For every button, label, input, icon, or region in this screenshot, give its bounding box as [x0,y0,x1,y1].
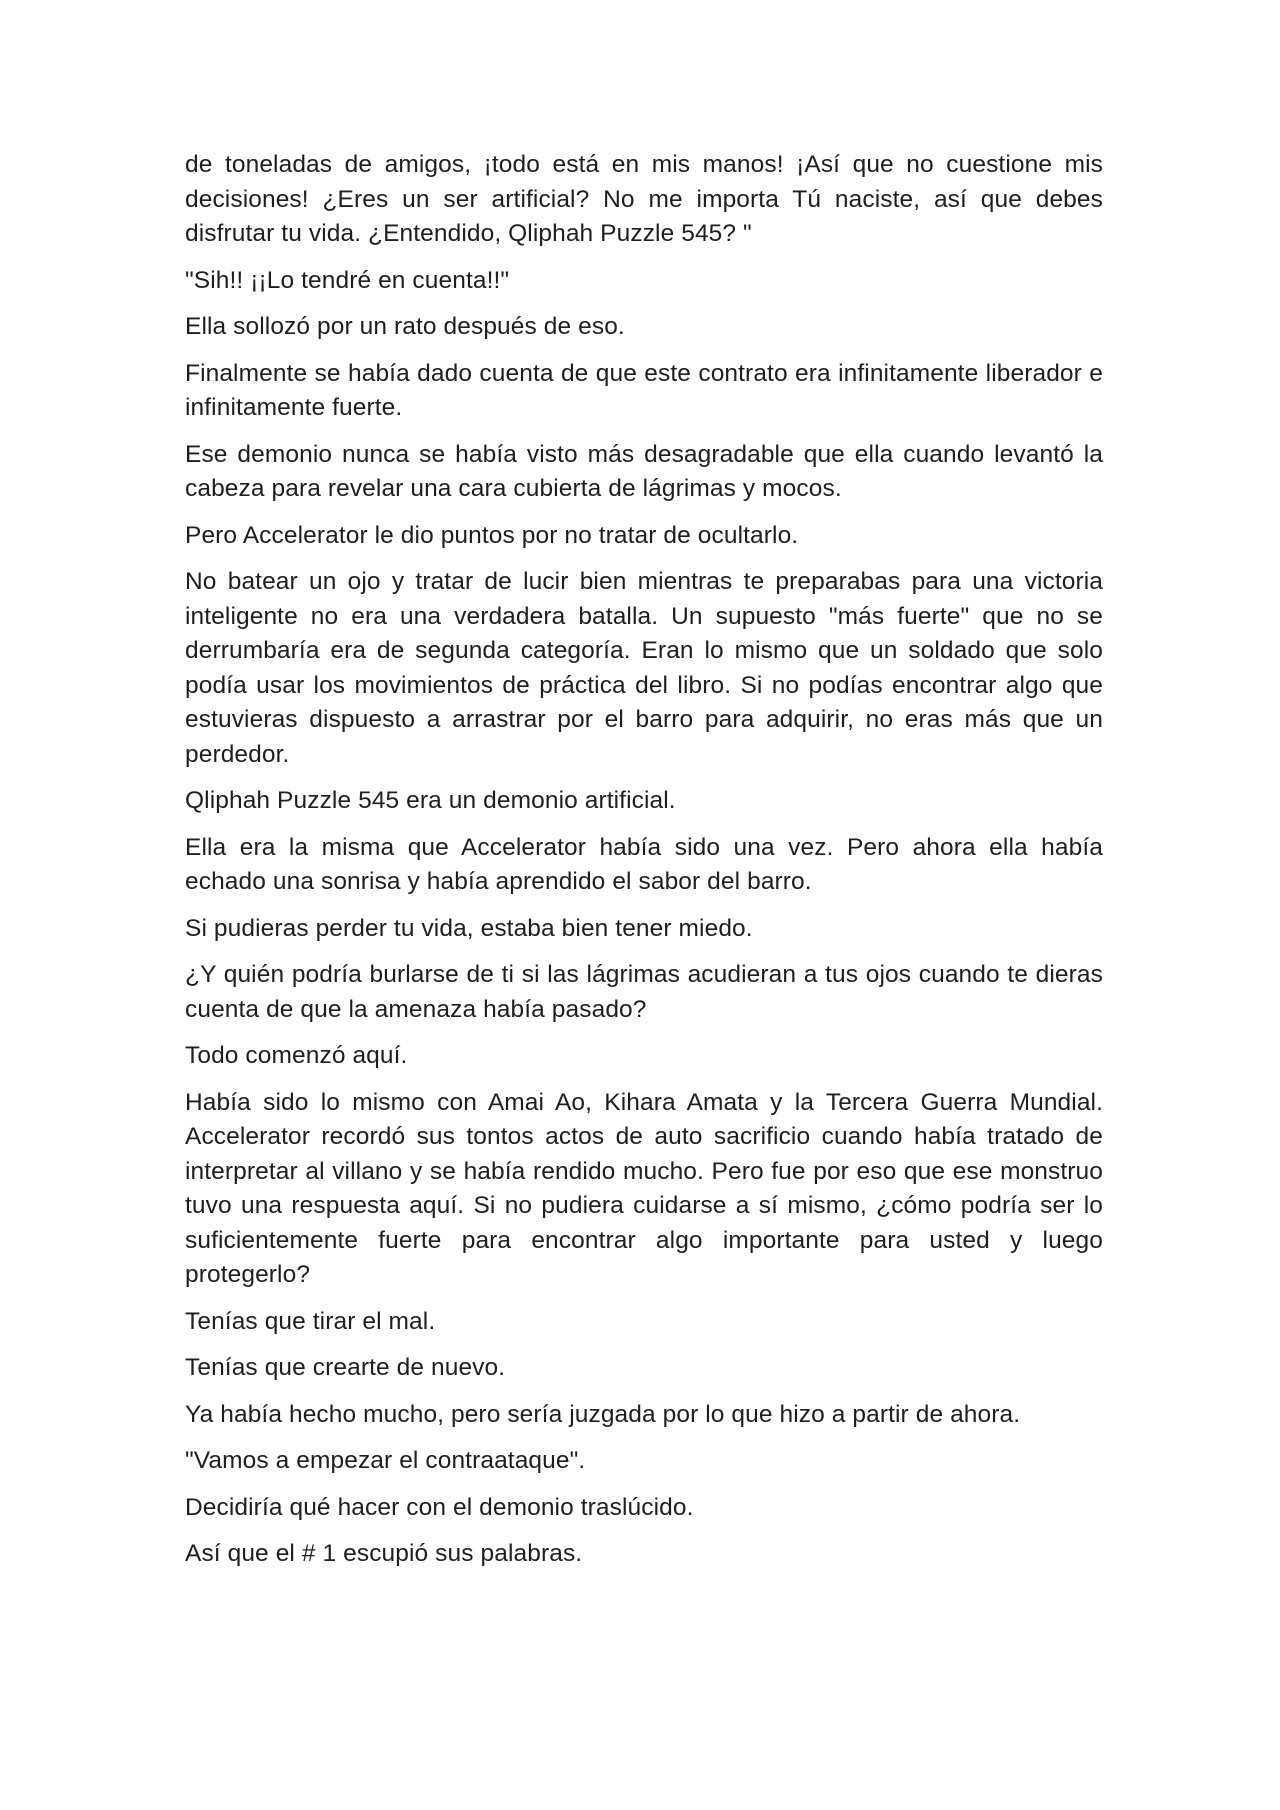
paragraph: Decidiría qué hacer con el demonio traslúcido. [185,1493,694,1521]
paragraph: Había sido lo mismo con Amai Ao, Kihara Amata y la Tercera Guerra Mundial. Accelerator recordó sus tontos actos de auto sacrificio cuando había tratado de interpretar al villano y se había rendido mucho. Pero fue por eso que ese monstruo tuvo una respuesta aquí. Si no pudiera cuidarse a sí mismo, ¿cómo podría ser lo suficientemente fuerte para encontrar algo importante para usted y luego protegerlo? [185,1088,1103,1288]
paragraph: "Sih!! ¡¡Lo tendré en cuenta!!" [185,266,510,294]
paragraph: Qliphah Puzzle 545 era un demonio artificial. [185,787,676,814]
paragraph: Todo comenzó aquí. [185,1042,408,1069]
paragraph: Ella sollozó por un rato después de eso. [185,313,625,340]
paragraph: No batear un ojo y tratar de lucir bien mientras te preparabas para una victoria inteligente no era una verdadera batalla. Un supuesto "más fuerte" que no se derrumbaría era de segunda categoría. Eran lo mismo que un soldado que solo podía usar los movimientos de práctica del libro. Si no podías encontrar algo que estuvieras dispuesto a arrastrar por el barro para adquirir, no eras más que un perdedor. [185,568,1103,768]
paragraph: Ella era la misma que Accelerator había sido una vez. Pero ahora ella había echado una sonrisa y había aprendido el sabor del barro. [185,833,1103,895]
paragraph: de toneladas de amigos, ¡todo está en mis manos! ¡Así que no cuestione mis decisiones! ¿Eres un ser artificial? No me importa Tú naciste, así que debes disfrutar tu vida. ¿Entendido, Qliphah Puzzle 545? " [185,151,1103,247]
document-body [185,148,1103,1584]
paragraph: Finalmente se había dado cuenta de que este contrato era infinitamente liberador e infinitamente fuerte. [185,359,1103,421]
paragraph: Pero Accelerator le dio puntos por no tratar de ocultarlo. [185,521,799,549]
paragraph: Ya había hecho mucho, pero sería juzgada por lo que hizo a partir de ahora. [185,1400,1021,1428]
paragraph: Ese demonio nunca se había visto más desagradable que ella cuando levantó la cabeza para revelar una cara cubierta de lágrimas y mocos. [185,440,1103,502]
paragraph: Si pudieras perder tu vida, estaba bien tener miedo. [185,914,753,942]
paragraph: "Vamos a empezar el contraataque". [185,1447,586,1474]
paragraph: Así que el # 1 escupió sus palabras. [185,1540,583,1567]
paragraph: Tenías que crearte de nuevo. [185,1354,506,1381]
paragraph: Tenías que tirar el mal. [185,1307,436,1335]
paragraph: ¿Y quién podría burlarse de ti si las lágrimas acudieran a tus ojos cuando te dieras cuenta de que la amenaza había pasado? [185,961,1103,1023]
